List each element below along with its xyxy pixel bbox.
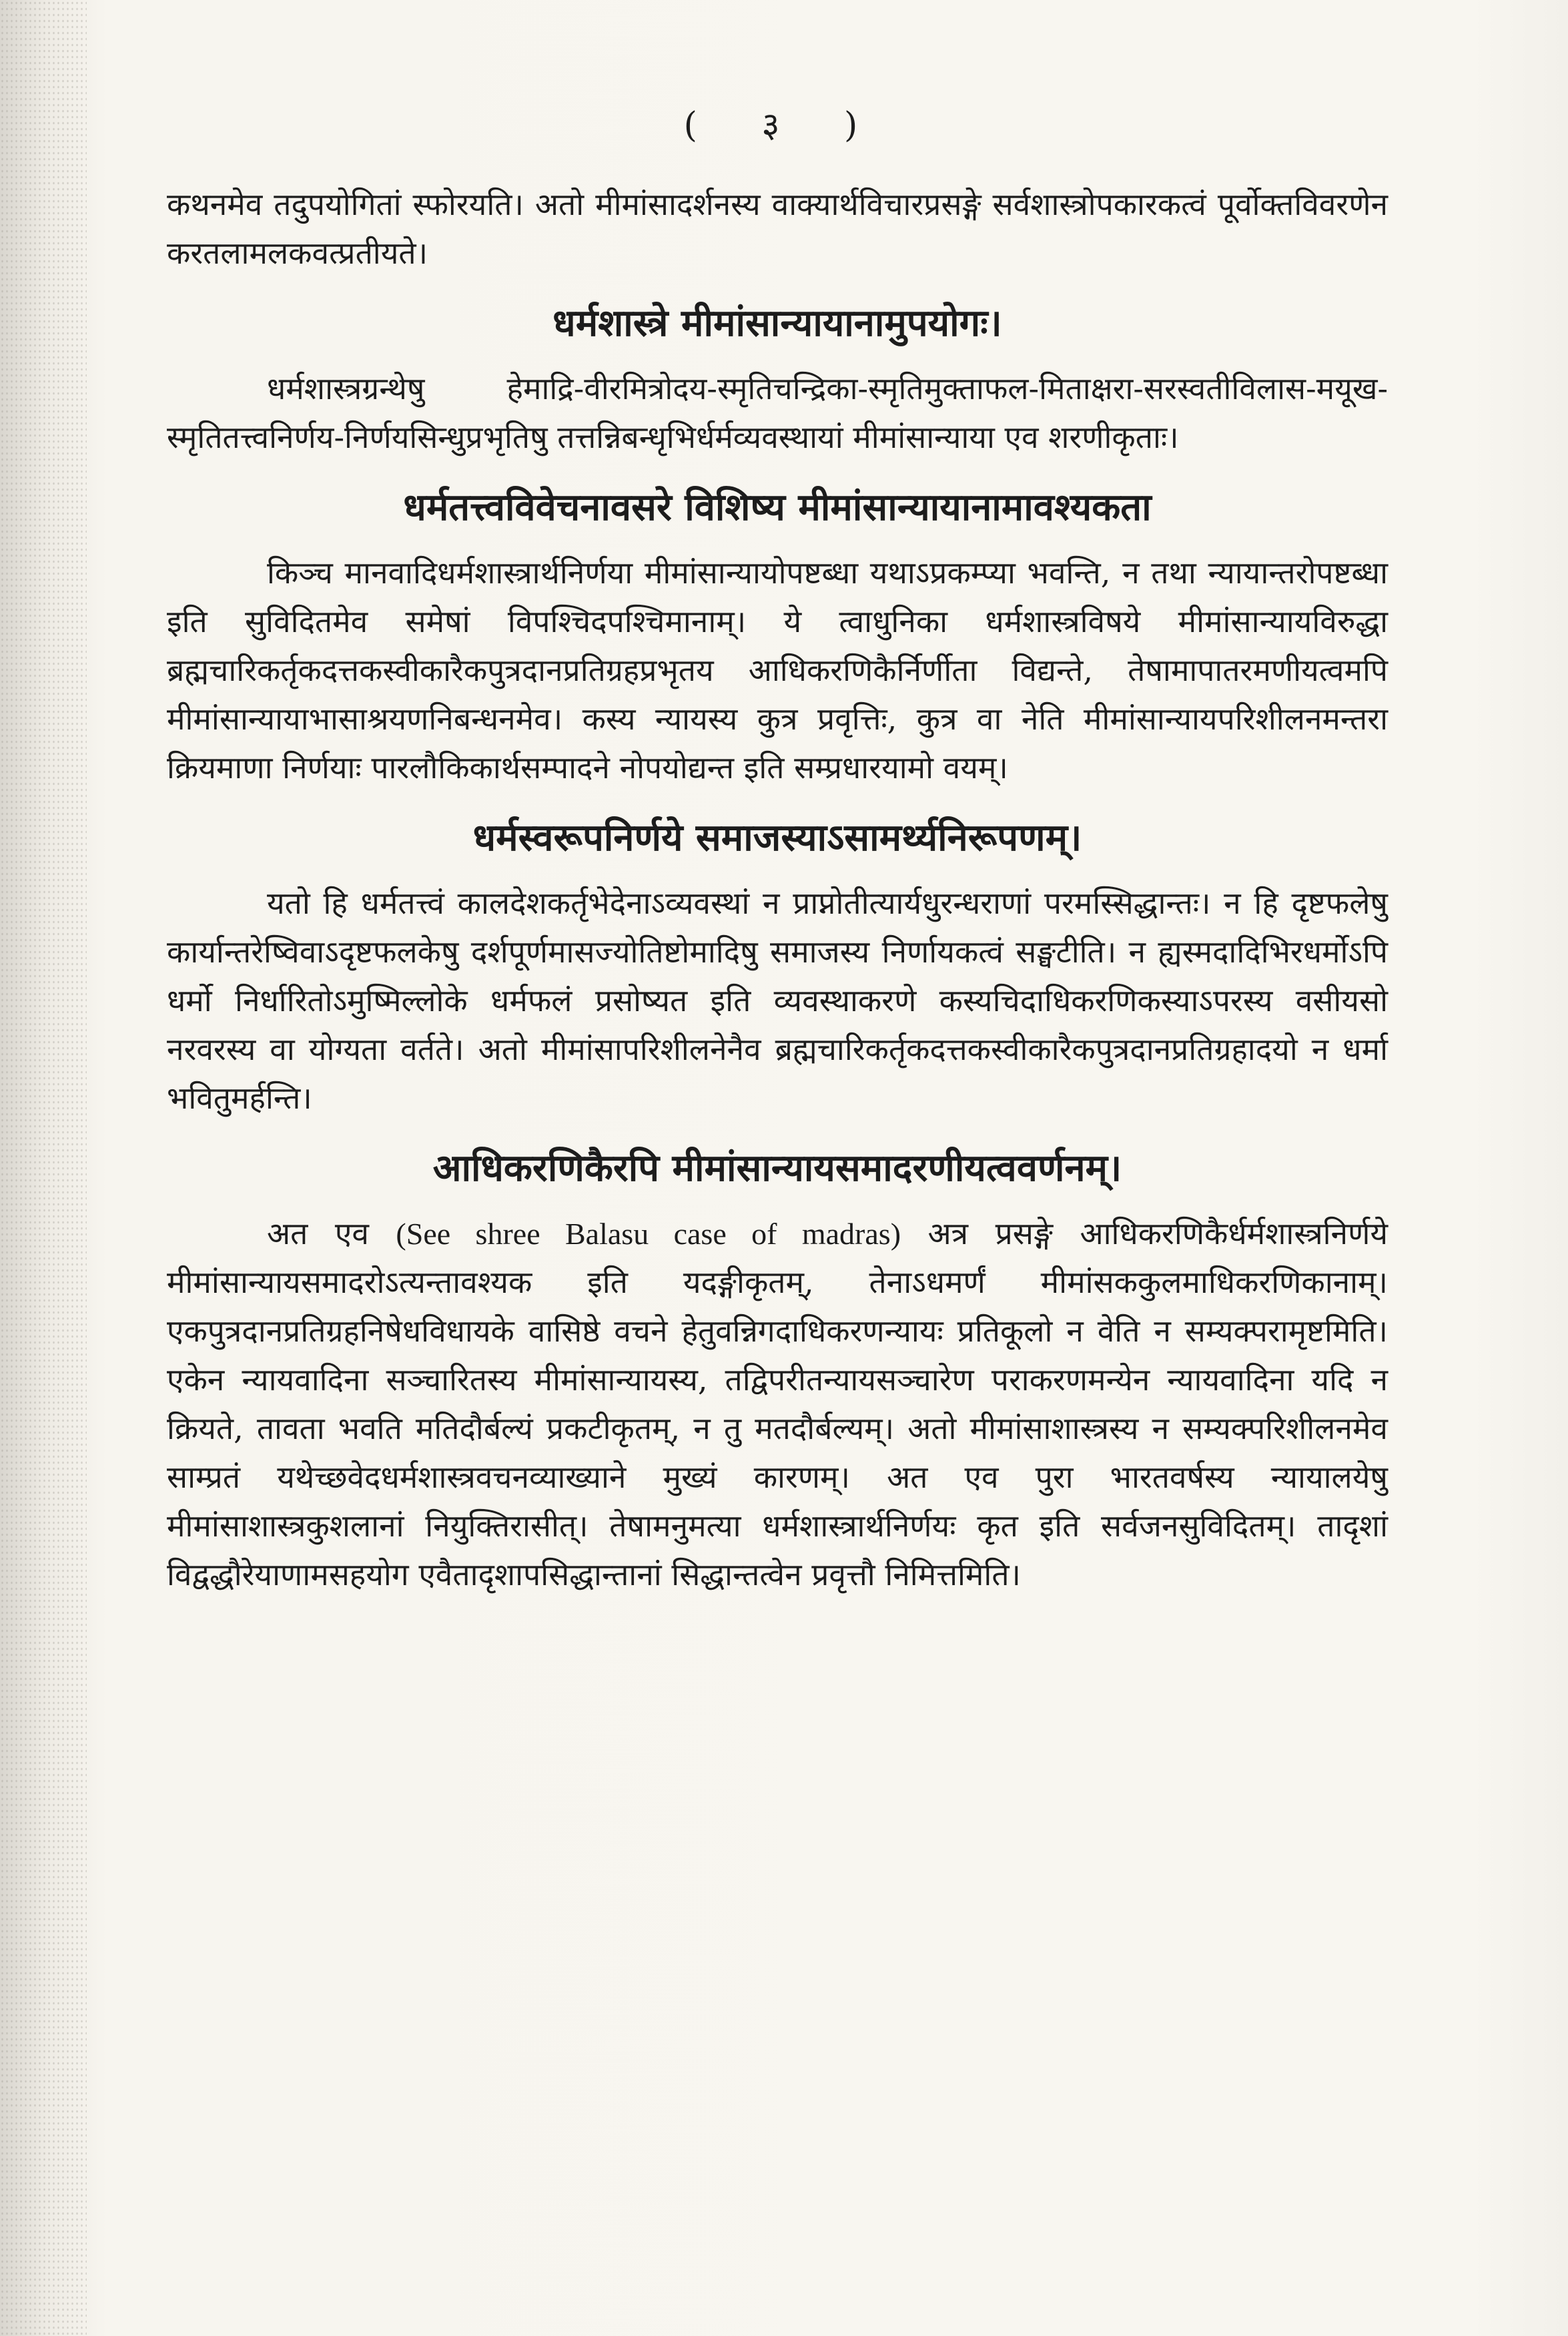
- section-paragraph-2: किञ्च मानवादिधर्मशास्त्रार्थनिर्णया मीमांसान्यायोपष्टब्धा यथाऽप्रकम्प्या भवन्ति, न तथा न्यायान्तरोपष्टब्धा इति सुविदितमेव समेषां विपश्चिदपश्चिमानाम्। ये त्वाधुनिका धर्मशास्त्रविषये मीमांसान्यायविरुद्धा ब्रह्मचारिकर्तृकदत्तकस्वीकारैकपुत्रदानप्रतिग्रहप्रभृतय आधिकरणिकैर्निर्णीता विद्यन्ते, तेषामापातरमणीयत्वमपि मीमांसान्यायाभासाश्रयणनिबन्धनमेव। कस्य न्यायस्य कुत्र प्रवृत्तिः, कुत्र वा नेति मीमांसान्यायपरिशीलनमन्तरा क्रियमाणा निर्णयाः पारलौकिकार्थसम्पादने नोपयोद्यन्त इति सम्प्रधारयामो वयम्।: [167, 555, 1388, 786]
- intro-paragraph: कथनमेव तदुपयोगितां स्फोरयति। अतो मीमांसादर्शनस्य वाक्यार्थविचारप्रसङ्गे सर्वशास्त्रोपकारकत्वं पूर्वोक्तविवरणेन करतलामलकवत्प्रतीयते।: [167, 186, 1388, 271]
- section-paragraph-4: [167, 1209, 1388, 1599]
- paragraph-4-body: अत्र प्रसङ्गे आधिकरणिकैर्धर्मशास्त्रनिर्णये मीमांसान्यायसमादरोऽत्यन्तावश्यक इति यदङ्गीकृतम्, तेनाऽधमर्णं मीमांसककुलमाधिकरणिकानाम्। एकपुत्रदानप्रतिग्रहनिषेधविधायके वासिष्ठे वचने हेतुवन्निगदाधिकरणन्यायः प्रतिकूलो न वेति न सम्यक्परामृष्टमिति। एकेन न्यायवादिना सञ्चारितस्य मीमांसान्यायस्य, तद्विपरीतन्यायसञ्चारेण पराकरणमन्येन न्यायवादिना यदि न क्रियते, तावता भवति मतिदौर्बल्यं प्रकटीकृतम्, न तु मतदौर्बल्यम्। अतो मीमांसाशास्त्रस्य न सम्यक्परिशीलनमेव साम्प्रतं यथेच्छवेदधर्मशास्त्रवचनव्याख्याने मुख्यं कारणम्। अत एव पुरा भारतवर्षस्य न्यायालयेषु मीमांसाशास्त्रकुशलानां नियुक्तिरासीत्। तेषामनुमत्या धर्मशास्त्रार्थनिर्णयः कृत इति सर्वजनसुविदितम्। तादृशां विद्वद्धौरेयाणामसहयोग एवैतादृशापसिद्धान्तानां सिद्धान्तत्वेन प्रवृत्तौ निमित्तमिति।: [167, 1215, 1389, 1592]
- section-heading-2: धर्मतत्त्वविवेचनावसरे विशिष्य मीमांसान्यायानामावश्यकता: [403, 485, 1152, 529]
- section-heading-4: आधिकरणिकैरपि मीमांसान्यायसमादरणीयत्ववर्णनम्।: [432, 1146, 1122, 1190]
- paragraph-4-lead: अत एव: [267, 1215, 396, 1251]
- page-number: ( ३ ): [683, 105, 885, 145]
- page-body: [167, 180, 1388, 1599]
- page-edge-shadow: [0, 0, 87, 2336]
- section-paragraph-1: धर्मशास्त्रग्रन्थेषु हेमाद्रि-वीरमित्रोदय-स्मृतिचन्द्रिका-स्मृतिमुक्ताफल-मिताक्षरा-सरस्वतीविलास-मयूख-स्मृतितत्त्वनिर्णय-निर्णयसिन्धुप्रभृतिषु तत्तन्निबन्धृभिर्धर्मव्यवस्थायां मीमांसान्याया एव शरणीकृताः।: [167, 370, 1388, 455]
- section-heading-1: धर्मशास्त्रे मीमांसान्यायानामुपयोगः।: [552, 301, 1002, 345]
- section-heading-3: धर्मस्वरूपनिर्णये समाजस्याऽसामर्थ्यनिरूपणम्।: [472, 816, 1082, 860]
- case-citation: (See shree Balasu case of madras): [396, 1217, 901, 1251]
- section-paragraph-3: यतो हि धर्मतत्त्वं कालदेशकर्तृभेदेनाऽव्यवस्थां न प्राप्नोतीत्यार्यधुरन्धराणां परमस्सिद्धान्तः। न हि दृष्टफलेषु कार्यान्तरेष्विवाऽदृष्टफलकेषु दर्शपूर्णमासज्योतिष्टोमादिषु समाजस्य निर्णायकत्वं सङ्घटीति। न ह्यस्मदादिभिरधर्मोऽपि धर्मो निर्धारितोऽमुष्मिल्लोके धर्मफलं प्रसोष्यत इति व्यवस्थाकरणे कस्यचिदाधिकरणिकस्याऽपरस्य वसीयसो नरवरस्य वा योग्यता वर्तते। अतो मीमांसापरिशीलनेनैव ब्रह्मचारिकर्तृकदत्तकस्वीकारैकपुत्रदानप्रतिग्रहादयो न धर्मा भवितुमर्हन्ति।: [167, 885, 1388, 1116]
